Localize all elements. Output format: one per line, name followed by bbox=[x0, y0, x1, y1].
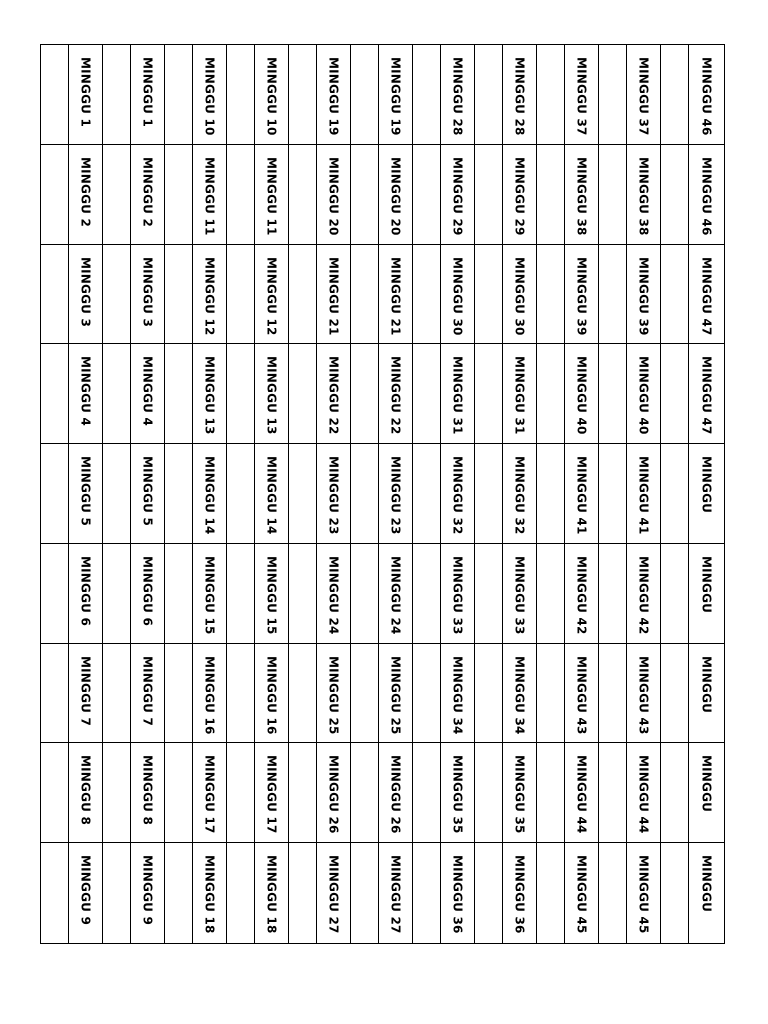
spacer-cell bbox=[227, 344, 255, 444]
week-label-text: MINGGU 37 bbox=[636, 57, 651, 136]
week-label-text: MINGGU 26 bbox=[388, 755, 403, 835]
spacer-cell bbox=[227, 45, 255, 145]
week-label-text: MINGGU 38 bbox=[574, 156, 589, 236]
week-label-cell bbox=[317, 843, 351, 943]
week-label-cell bbox=[317, 245, 351, 345]
spacer-cell bbox=[289, 544, 317, 644]
week-label-cell bbox=[317, 45, 351, 145]
week-label-cell bbox=[317, 145, 351, 245]
week-label-text: MINGGU 28 bbox=[512, 57, 527, 136]
week-label-text: MINGGU 35 bbox=[512, 755, 527, 835]
week-label-cell bbox=[317, 544, 351, 644]
spacer-cell bbox=[599, 444, 627, 544]
week-label-text: MINGGU 9 bbox=[78, 855, 93, 926]
week-label-text: MINGGU 46 bbox=[699, 57, 714, 136]
week-label-cell bbox=[441, 644, 475, 744]
week-label-cell bbox=[255, 344, 289, 444]
week-label-cell bbox=[689, 145, 724, 245]
week-label-cell bbox=[193, 843, 227, 943]
week-label-text: MINGGU 21 bbox=[388, 256, 403, 336]
week-label-text: MINGGU 1 bbox=[78, 57, 93, 128]
week-label-cell bbox=[441, 444, 475, 544]
week-label-text: MINGGU 11 bbox=[264, 156, 279, 236]
week-label-text: MINGGU 25 bbox=[388, 655, 403, 735]
week-label-text: MINGGU 15 bbox=[264, 555, 279, 635]
week-label-cell bbox=[503, 444, 537, 544]
week-label-cell bbox=[131, 145, 165, 245]
spacer-cell bbox=[227, 245, 255, 345]
spacer-cell bbox=[599, 743, 627, 843]
week-label-cell bbox=[503, 45, 537, 145]
week-label-cell bbox=[193, 145, 227, 245]
week-label-cell bbox=[69, 743, 103, 843]
week-label-text: MINGGU 32 bbox=[512, 456, 527, 535]
spacer-cell bbox=[599, 245, 627, 345]
week-label-cell bbox=[627, 245, 661, 345]
spacer-cell bbox=[41, 843, 69, 943]
spacer-cell bbox=[289, 145, 317, 245]
week-label-cell bbox=[503, 644, 537, 744]
spacer-cell bbox=[475, 644, 503, 744]
week-label-text: MINGGU 2 bbox=[78, 156, 93, 227]
week-label-cell bbox=[565, 544, 599, 644]
spacer-cell bbox=[537, 544, 565, 644]
week-label-text: MINGGU 2 bbox=[140, 156, 155, 227]
week-label-text: MINGGU 16 bbox=[264, 655, 279, 735]
spacer-cell bbox=[351, 145, 379, 245]
week-label-text: MINGGU 30 bbox=[450, 256, 465, 336]
week-label-cell bbox=[193, 245, 227, 345]
week-label-cell bbox=[255, 45, 289, 145]
week-label-cell bbox=[255, 644, 289, 744]
week-label-cell bbox=[317, 644, 351, 744]
week-label-text: MINGGU 11 bbox=[202, 156, 217, 236]
spacer-cell bbox=[413, 145, 441, 245]
week-label-text: MINGGU 13 bbox=[202, 356, 217, 435]
week-label-cell bbox=[441, 45, 475, 145]
spacer-cell bbox=[413, 544, 441, 644]
spacer-cell bbox=[475, 544, 503, 644]
week-label-text: MINGGU 39 bbox=[574, 256, 589, 336]
week-label-cell bbox=[131, 843, 165, 943]
week-label-cell bbox=[565, 245, 599, 345]
week-label-text: MINGGU 6 bbox=[140, 555, 155, 626]
week-label-text: MINGGU 31 bbox=[450, 356, 465, 435]
spacer-cell bbox=[165, 743, 193, 843]
week-label-text: MINGGU 8 bbox=[140, 755, 155, 826]
week-label-text: MINGGU 3 bbox=[140, 256, 155, 327]
week-label-text: MINGGU 13 bbox=[264, 356, 279, 435]
spacer-cell bbox=[599, 644, 627, 744]
week-label-text: MINGGU 24 bbox=[326, 555, 341, 635]
week-label-cell bbox=[317, 743, 351, 843]
spacer-cell bbox=[103, 145, 131, 245]
week-label-cell bbox=[627, 444, 661, 544]
week-label-cell bbox=[379, 245, 413, 345]
spacer-cell bbox=[351, 444, 379, 544]
week-label-text: MINGGU 22 bbox=[326, 356, 341, 435]
week-label-text: MINGGU 9 bbox=[140, 855, 155, 926]
spacer-cell bbox=[165, 344, 193, 444]
week-label-cell bbox=[131, 743, 165, 843]
week-label-cell bbox=[379, 444, 413, 544]
spacer-cell bbox=[351, 644, 379, 744]
week-label-text: MINGGU 17 bbox=[264, 755, 279, 835]
week-label-cell bbox=[689, 444, 724, 544]
week-label-text: MINGGU 41 bbox=[636, 456, 651, 535]
week-label-cell bbox=[69, 644, 103, 744]
week-label-text: MINGGU 18 bbox=[202, 855, 217, 934]
spacer-cell bbox=[227, 644, 255, 744]
week-label-text: MINGGU 44 bbox=[636, 755, 651, 835]
week-label-cell bbox=[255, 444, 289, 544]
week-label-text: MINGGU 26 bbox=[326, 755, 341, 835]
week-label-text: MINGGU 12 bbox=[202, 256, 217, 336]
spacer-cell bbox=[41, 444, 69, 544]
week-label-cell bbox=[441, 344, 475, 444]
week-label-text: MINGGU 18 bbox=[264, 855, 279, 934]
spacer-cell bbox=[165, 644, 193, 744]
week-label-cell bbox=[503, 843, 537, 943]
spacer-cell bbox=[475, 45, 503, 145]
spacer-cell bbox=[165, 843, 193, 943]
week-label-cell bbox=[69, 544, 103, 644]
week-label-cell bbox=[193, 344, 227, 444]
spacer-cell bbox=[475, 843, 503, 943]
week-label-cell bbox=[565, 644, 599, 744]
spacer-cell bbox=[661, 743, 689, 843]
week-label-text: MINGGU 5 bbox=[78, 456, 93, 527]
spacer-cell bbox=[165, 145, 193, 245]
spacer-cell bbox=[599, 544, 627, 644]
week-label-text: MINGGU 43 bbox=[636, 655, 651, 735]
week-label-cell bbox=[255, 743, 289, 843]
spacer-cell bbox=[351, 45, 379, 145]
week-label-text: MINGGU 3 bbox=[78, 256, 93, 327]
week-label-cell bbox=[627, 743, 661, 843]
spacer-cell bbox=[599, 843, 627, 943]
spacer-cell bbox=[413, 344, 441, 444]
spacer-cell bbox=[227, 544, 255, 644]
spacer-cell bbox=[537, 644, 565, 744]
week-label-cell bbox=[379, 145, 413, 245]
spacer-cell bbox=[165, 45, 193, 145]
week-label-text: MINGGU 28 bbox=[450, 57, 465, 136]
spacer-cell bbox=[661, 45, 689, 145]
week-label-text: MINGGU 34 bbox=[450, 655, 465, 735]
spacer-cell bbox=[413, 843, 441, 943]
week-label-text: MINGGU 24 bbox=[388, 555, 403, 635]
week-label-cell bbox=[379, 743, 413, 843]
week-label-cell bbox=[565, 843, 599, 943]
spacer-cell bbox=[661, 644, 689, 744]
week-label-text: MINGGU 10 bbox=[264, 57, 279, 136]
spacer-cell bbox=[351, 544, 379, 644]
spacer-cell bbox=[289, 245, 317, 345]
week-label-text: MINGGU 15 bbox=[202, 555, 217, 635]
week-label-text: MINGGU 17 bbox=[202, 755, 217, 835]
week-label-cell bbox=[69, 145, 103, 245]
week-label-text: MINGGU 10 bbox=[202, 57, 217, 136]
spacer-cell bbox=[227, 743, 255, 843]
spacer-cell bbox=[103, 45, 131, 145]
week-label-cell bbox=[689, 644, 724, 744]
week-label-cell bbox=[627, 544, 661, 644]
spacer-cell bbox=[537, 743, 565, 843]
week-label-text: MINGGU 36 bbox=[450, 855, 465, 934]
week-label-text: MINGGU 33 bbox=[512, 555, 527, 635]
spacer-cell bbox=[413, 743, 441, 843]
spacer-cell bbox=[661, 843, 689, 943]
week-label-cell bbox=[441, 743, 475, 843]
week-label-cell bbox=[131, 245, 165, 345]
week-label-cell bbox=[689, 344, 724, 444]
spacer-cell bbox=[103, 843, 131, 943]
spacer-cell bbox=[475, 344, 503, 444]
spacer-cell bbox=[165, 245, 193, 345]
spacer-cell bbox=[599, 145, 627, 245]
week-label-text: MINGGU 27 bbox=[388, 855, 403, 934]
spacer-cell bbox=[475, 743, 503, 843]
week-label-text: MINGGU 5 bbox=[140, 456, 155, 527]
week-label-cell bbox=[255, 145, 289, 245]
week-label-text: MINGGU 6 bbox=[78, 555, 93, 626]
spacer-cell bbox=[475, 245, 503, 345]
week-label-cell bbox=[131, 644, 165, 744]
spacer-cell bbox=[351, 344, 379, 444]
week-label-cell bbox=[565, 45, 599, 145]
spacer-cell bbox=[537, 145, 565, 245]
week-label-cell bbox=[441, 843, 475, 943]
week-label-text: MINGGU 41 bbox=[574, 456, 589, 535]
week-label-text: MINGGU 4 bbox=[78, 356, 93, 427]
week-label-text: MINGGU 25 bbox=[326, 655, 341, 735]
week-label-text: MINGGU 33 bbox=[450, 555, 465, 635]
week-label-text: MINGGU 36 bbox=[512, 855, 527, 934]
week-label-cell bbox=[193, 743, 227, 843]
spacer-cell bbox=[661, 444, 689, 544]
week-label-text: MINGGU 47 bbox=[699, 356, 714, 435]
spacer-cell bbox=[103, 444, 131, 544]
week-label-text: MINGGU 14 bbox=[202, 456, 217, 535]
week-label-cell bbox=[131, 544, 165, 644]
week-label-text: MINGGU 35 bbox=[450, 755, 465, 835]
spacer-cell bbox=[103, 544, 131, 644]
week-label-cell bbox=[193, 644, 227, 744]
spacer-cell bbox=[351, 743, 379, 843]
week-label-cell bbox=[379, 45, 413, 145]
spacer-cell bbox=[41, 644, 69, 744]
spacer-cell bbox=[41, 544, 69, 644]
week-label-cell bbox=[689, 45, 724, 145]
spacer-cell bbox=[537, 245, 565, 345]
week-label-text: MINGGU 4 bbox=[140, 356, 155, 427]
spacer-cell bbox=[227, 843, 255, 943]
week-label-cell bbox=[689, 743, 724, 843]
spacer-cell bbox=[165, 544, 193, 644]
week-label-text: MINGGU bbox=[699, 655, 714, 713]
spacer-cell bbox=[537, 444, 565, 544]
week-label-text: MINGGU 16 bbox=[202, 655, 217, 735]
spacer-cell bbox=[103, 245, 131, 345]
week-label-text: MINGGU 34 bbox=[512, 655, 527, 735]
spacer-cell bbox=[351, 245, 379, 345]
week-label-cell bbox=[689, 544, 724, 644]
week-label-text: MINGGU bbox=[699, 855, 714, 913]
spacer-cell bbox=[103, 743, 131, 843]
spacer-cell bbox=[289, 743, 317, 843]
spacer-cell bbox=[227, 145, 255, 245]
week-label-cell bbox=[193, 45, 227, 145]
spacer-cell bbox=[103, 344, 131, 444]
week-label-text: MINGGU 42 bbox=[636, 555, 651, 635]
week-label-text: MINGGU 29 bbox=[450, 156, 465, 236]
week-label-text: MINGGU 30 bbox=[512, 256, 527, 336]
week-label-text: MINGGU 38 bbox=[636, 156, 651, 236]
week-label-cell bbox=[255, 544, 289, 644]
week-label-cell bbox=[69, 245, 103, 345]
spacer-cell bbox=[661, 544, 689, 644]
week-label-cell bbox=[441, 245, 475, 345]
week-label-cell bbox=[627, 145, 661, 245]
week-label-text: MINGGU 45 bbox=[574, 855, 589, 934]
week-label-cell bbox=[131, 444, 165, 544]
spacer-cell bbox=[413, 444, 441, 544]
week-label-text: MINGGU 37 bbox=[574, 57, 589, 136]
week-label-text: MINGGU 8 bbox=[78, 755, 93, 826]
spacer-cell bbox=[41, 245, 69, 345]
week-label-text: MINGGU 22 bbox=[388, 356, 403, 435]
week-label-text: MINGGU 7 bbox=[78, 655, 93, 726]
spacer-cell bbox=[661, 245, 689, 345]
spacer-cell bbox=[537, 45, 565, 145]
spacer-cell bbox=[413, 45, 441, 145]
spacer-cell bbox=[475, 444, 503, 544]
week-label-cell bbox=[565, 743, 599, 843]
week-label-cell bbox=[503, 743, 537, 843]
week-label-cell bbox=[379, 843, 413, 943]
week-label-cell bbox=[627, 344, 661, 444]
spacer-cell bbox=[599, 45, 627, 145]
week-label-cell bbox=[689, 843, 724, 943]
spacer-cell bbox=[165, 444, 193, 544]
week-label-text: MINGGU 32 bbox=[450, 456, 465, 535]
spacer-cell bbox=[413, 644, 441, 744]
week-label-cell bbox=[317, 444, 351, 544]
spacer-cell bbox=[227, 444, 255, 544]
week-label-cell bbox=[379, 344, 413, 444]
week-label-cell bbox=[69, 843, 103, 943]
spacer-cell bbox=[661, 344, 689, 444]
week-label-text: MINGGU 40 bbox=[574, 356, 589, 435]
week-label-text: MINGGU 29 bbox=[512, 156, 527, 236]
week-label-grid bbox=[40, 44, 725, 944]
week-label-text: MINGGU bbox=[699, 456, 714, 514]
week-label-text: MINGGU 39 bbox=[636, 256, 651, 336]
week-label-cell bbox=[441, 145, 475, 245]
spacer-cell bbox=[475, 145, 503, 245]
week-label-text: MINGGU 43 bbox=[574, 655, 589, 735]
week-label-cell bbox=[503, 344, 537, 444]
week-label-text: MINGGU 19 bbox=[388, 57, 403, 136]
week-label-text: MINGGU 14 bbox=[264, 456, 279, 535]
spacer-cell bbox=[289, 444, 317, 544]
spacer-cell bbox=[537, 344, 565, 444]
week-label-text: MINGGU bbox=[699, 755, 714, 813]
spacer-cell bbox=[289, 344, 317, 444]
spacer-cell bbox=[41, 743, 69, 843]
week-label-cell bbox=[503, 544, 537, 644]
spacer-cell bbox=[599, 344, 627, 444]
week-label-cell bbox=[193, 444, 227, 544]
week-label-text: MINGGU 23 bbox=[388, 456, 403, 535]
week-label-cell bbox=[69, 444, 103, 544]
week-label-text: MINGGU 45 bbox=[636, 855, 651, 934]
week-label-cell bbox=[689, 245, 724, 345]
week-label-text: MINGGU 12 bbox=[264, 256, 279, 336]
week-label-text: MINGGU 46 bbox=[699, 156, 714, 236]
week-label-text: MINGGU 40 bbox=[636, 356, 651, 435]
week-label-text: MINGGU 21 bbox=[326, 256, 341, 336]
week-label-cell bbox=[441, 544, 475, 644]
week-label-cell bbox=[255, 245, 289, 345]
week-label-cell bbox=[627, 843, 661, 943]
week-label-cell bbox=[255, 843, 289, 943]
week-label-cell bbox=[193, 544, 227, 644]
spacer-cell bbox=[41, 344, 69, 444]
spacer-cell bbox=[41, 145, 69, 245]
spacer-cell bbox=[289, 45, 317, 145]
week-label-cell bbox=[503, 245, 537, 345]
spacer-cell bbox=[103, 644, 131, 744]
week-label-cell bbox=[131, 344, 165, 444]
week-label-text: MINGGU 44 bbox=[574, 755, 589, 835]
week-label-cell bbox=[379, 644, 413, 744]
week-label-cell bbox=[69, 45, 103, 145]
spacer-cell bbox=[537, 843, 565, 943]
week-label-cell bbox=[565, 145, 599, 245]
spacer-cell bbox=[661, 145, 689, 245]
week-label-text: MINGGU 27 bbox=[326, 855, 341, 934]
week-label-cell bbox=[565, 444, 599, 544]
week-label-cell bbox=[317, 344, 351, 444]
week-label-cell bbox=[379, 544, 413, 644]
spacer-cell bbox=[351, 843, 379, 943]
week-label-text: MINGGU 23 bbox=[326, 456, 341, 535]
week-label-cell bbox=[503, 145, 537, 245]
week-label-text: MINGGU 47 bbox=[699, 256, 714, 336]
week-label-text: MINGGU 7 bbox=[140, 655, 155, 726]
spacer-cell bbox=[289, 644, 317, 744]
week-label-text: MINGGU 20 bbox=[388, 156, 403, 236]
week-label-text: MINGGU 31 bbox=[512, 356, 527, 435]
spacer-cell bbox=[41, 45, 69, 145]
week-label-cell bbox=[131, 45, 165, 145]
week-label-text: MINGGU 19 bbox=[326, 57, 341, 136]
week-label-cell bbox=[565, 344, 599, 444]
week-label-text: MINGGU 20 bbox=[326, 156, 341, 236]
week-label-cell bbox=[627, 45, 661, 145]
week-label-text: MINGGU 1 bbox=[140, 57, 155, 128]
week-label-text: MINGGU bbox=[699, 555, 714, 613]
spacer-cell bbox=[413, 245, 441, 345]
week-label-text: MINGGU 42 bbox=[574, 555, 589, 635]
spacer-cell bbox=[289, 843, 317, 943]
week-label-cell bbox=[627, 644, 661, 744]
week-label-cell bbox=[69, 344, 103, 444]
